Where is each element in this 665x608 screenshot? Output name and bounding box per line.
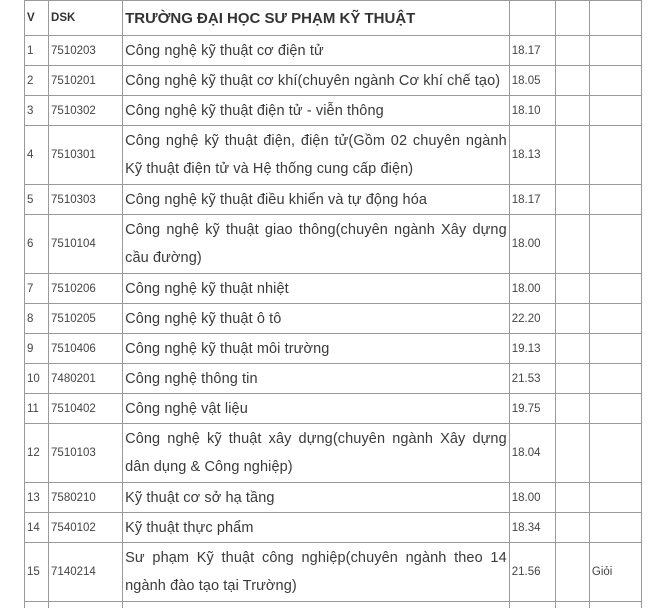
row-empty-cell [555,424,589,483]
row-note [589,185,641,215]
table-row [25,126,642,185]
row-score: 18.17 [509,185,555,215]
row-note [589,394,641,424]
row-stt: 6 [25,215,49,274]
table-row-partial [25,602,642,608]
row-stt: 15 [25,543,49,602]
table-header-row [25,1,642,36]
row-major-name: Công nghệ kỹ thuật điều khiển và tự động hóa [123,185,510,215]
row-stt: 10 [25,364,49,394]
table-row [25,394,642,424]
header-empty-cell [555,1,589,36]
row-code: 7510301 [49,126,123,185]
row-score: 19.13 [509,334,555,364]
row-note [589,66,641,96]
table-row [25,334,642,364]
row-score: 21.53 [509,364,555,394]
table-row [25,483,642,513]
header-code: DSK [49,1,123,36]
table-row [25,185,642,215]
row-stt: 7 [25,274,49,304]
row-stt: 1 [25,36,49,66]
table-row [25,96,642,126]
row-note [589,304,641,334]
row-major-name: Công nghệ kỹ thuật điện tử - viễn thông [123,96,510,126]
row-major-name: Công nghệ kỹ thuật môi trường [123,334,510,364]
partial-cell [25,602,49,608]
row-note [589,126,641,185]
table-row [25,36,642,66]
row-stt: 8 [25,304,49,334]
school-title: TRƯỜNG ĐẠI HỌC SƯ PHẠM KỸ THUẬT [123,1,510,36]
row-code: 7540102 [49,513,123,543]
row-empty-cell [555,334,589,364]
table-row [25,424,642,483]
partial-cell [49,602,123,608]
row-note [589,334,641,364]
row-empty-cell [555,96,589,126]
row-code: 7510406 [49,334,123,364]
row-empty-cell [555,483,589,513]
row-stt: 13 [25,483,49,513]
row-major-name: Công nghệ kỹ thuật xây dựng(chuyên ngành Xây dựng dân dụng & Công nghiệp) [123,424,510,483]
row-score: 18.00 [509,274,555,304]
row-major-name: Công nghệ kỹ thuật ô tô [123,304,510,334]
row-stt: 9 [25,334,49,364]
row-stt: 4 [25,126,49,185]
row-score: 18.10 [509,96,555,126]
table-row [25,304,642,334]
row-note [589,424,641,483]
row-note: Giỏi [589,543,641,602]
row-empty-cell [555,394,589,424]
row-stt: 3 [25,96,49,126]
row-empty-cell [555,513,589,543]
row-empty-cell [555,126,589,185]
partial-cell [509,602,555,608]
row-empty-cell [555,274,589,304]
row-code: 7510205 [49,304,123,334]
row-major-name: Công nghệ kỹ thuật cơ khí(chuyên ngành Cơ khí chế tạo) [123,66,510,96]
table-row [25,274,642,304]
row-empty-cell [555,66,589,96]
row-major-name: Sư phạm Kỹ thuật công nghiệp(chuyên ngành theo 14 ngành đào tạo tại Trường) [123,543,510,602]
row-stt: 2 [25,66,49,96]
row-major-name: Kỹ thuật cơ sở hạ tầng [123,483,510,513]
row-major-name: Công nghệ kỹ thuật điện, điện tử(Gồm 02 chuyên ngành Kỹ thuật điện tử và Hệ thống cung cấp điện) [123,126,510,185]
partial-cell [589,602,641,608]
partial-cell [555,602,589,608]
row-empty-cell [555,36,589,66]
row-code: 7510302 [49,96,123,126]
row-code: 7140214 [49,543,123,602]
table-row [25,513,642,543]
row-major-name: Công nghệ vật liệu [123,394,510,424]
row-stt: 14 [25,513,49,543]
row-code: 7510303 [49,185,123,215]
table-row [25,66,642,96]
row-code: 7510201 [49,66,123,96]
table-row [25,543,642,602]
row-code: 7480201 [49,364,123,394]
row-empty-cell [555,185,589,215]
row-note [589,274,641,304]
row-major-name: Kỹ thuật thực phẩm [123,513,510,543]
row-code: 7510103 [49,424,123,483]
row-score: 18.04 [509,424,555,483]
row-score: 22.20 [509,304,555,334]
row-code: 7580210 [49,483,123,513]
row-code: 7510104 [49,215,123,274]
row-empty-cell [555,304,589,334]
table-row [25,364,642,394]
row-note [589,36,641,66]
row-empty-cell [555,543,589,602]
header-empty-cell [509,1,555,36]
row-stt: 12 [25,424,49,483]
row-note [589,96,641,126]
row-score: 18.00 [509,483,555,513]
row-score: 18.17 [509,36,555,66]
header-empty-cell [589,1,641,36]
row-major-name: Công nghệ kỹ thuật nhiệt [123,274,510,304]
row-code: 7510402 [49,394,123,424]
row-major-name: Công nghệ kỹ thuật giao thông(chuyên ngành Xây dựng cầu đường) [123,215,510,274]
row-major-name: Công nghệ kỹ thuật cơ điện tử [123,36,510,66]
table-row [25,215,642,274]
row-stt: 5 [25,185,49,215]
row-empty-cell [555,364,589,394]
row-note [589,483,641,513]
row-empty-cell [555,215,589,274]
row-stt: 11 [25,394,49,424]
row-note [589,215,641,274]
row-major-name: Công nghệ thông tin [123,364,510,394]
row-score: 18.34 [509,513,555,543]
row-score: 21.56 [509,543,555,602]
row-score: 18.05 [509,66,555,96]
row-note [589,513,641,543]
partial-cell [123,602,510,608]
row-score: 19.75 [509,394,555,424]
header-stt: V [25,1,49,36]
admission-score-table [24,0,642,608]
row-code: 7510203 [49,36,123,66]
row-note [589,364,641,394]
row-score: 18.13 [509,126,555,185]
row-code: 7510206 [49,274,123,304]
row-score: 18.00 [509,215,555,274]
